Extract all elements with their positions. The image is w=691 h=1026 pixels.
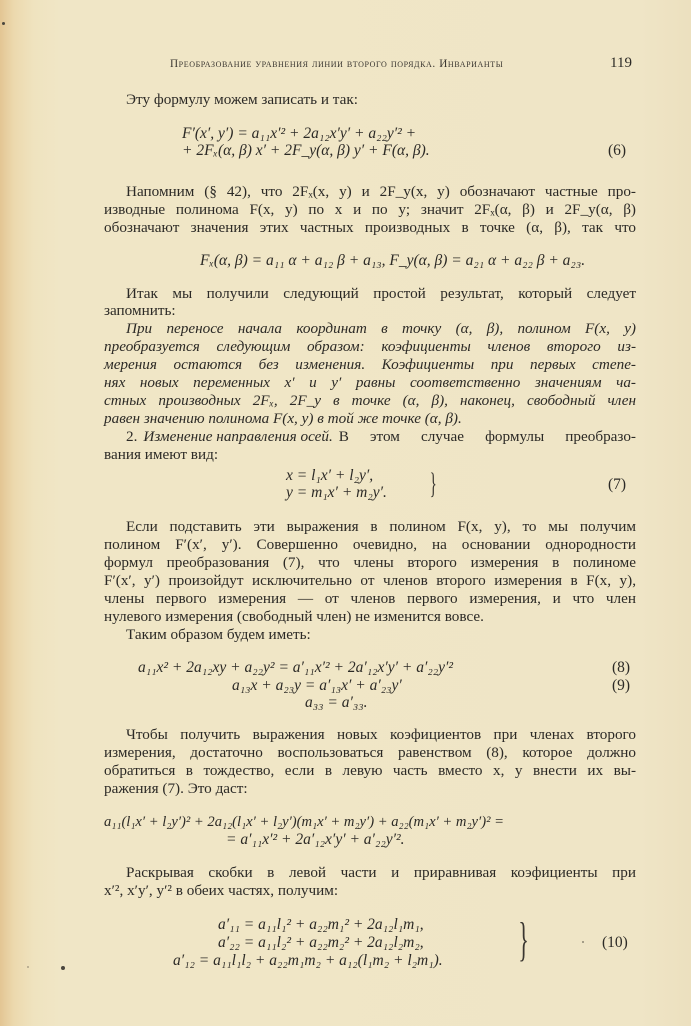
- paragraph-substitution-line: члены первого измерения — от членов первого измерения, и что член: [104, 590, 636, 607]
- paragraph-expanding-line: Раскрывая скобки в левой части и приравнивая коэфициенты при: [126, 864, 636, 881]
- page-number: 119: [610, 55, 632, 71]
- paragraph-substitution-line: Если подставить эти выражения в полином F(x, y), то мы получим: [126, 518, 636, 535]
- section-intro-text: вания имеют вид:: [104, 446, 219, 463]
- equation-9-constant: a₃₃ = a′₃₃.: [305, 694, 368, 711]
- paper-speck: [2, 22, 5, 25]
- paragraph-substitution-line: полином F′(x′, y′). Совершенно очевидно, на основании однородности: [104, 536, 636, 553]
- equation-7-line-1: x = l₁x′ + l₂y′,: [286, 467, 374, 484]
- running-header: Преобразование уравнения линии второго порядка. Инварианты: [170, 58, 504, 70]
- theorem-line: стных производных 2Fₓ, 2F_y в точке (α, β), наконец, свободный член: [104, 392, 636, 409]
- equation-number-10: (10): [602, 934, 628, 951]
- equation-8: a₁₁x² + 2a₁₂xy + a₂₂y² = a′₁₁x′² + 2a′₁₂x′y′ + a′₂₂y′²: [138, 659, 454, 676]
- equation-9: a₁₃x + a₂₃y = a′₁₃x′ + a′₂₃y′: [232, 677, 402, 694]
- paper-speck: [61, 966, 65, 970]
- right-brace: }: [518, 913, 529, 966]
- paragraph-recall-line: изводные полинома F(x, y) по x и по y; значит 2Fₓ(α, β) и 2F_y(α, β): [104, 201, 636, 218]
- equation-10-line-2: a′₂₂ = a₁₁l₂² + a₂₂m₂² + 2a₁₂l₂m₂,: [218, 934, 424, 951]
- theorem-line: мерения остаются без изменения. Коэфициенты при первых степе-: [104, 356, 636, 373]
- paragraph-result-line: Итак мы получили следующий простой результат, который следует: [126, 285, 636, 302]
- paragraph-substitution-line: нулевого измерения (свободный член) не изменится вовсе.: [104, 608, 484, 625]
- paragraph-coefficients-line: ражения (7). Это даст:: [104, 780, 248, 797]
- equation-number-7: (7): [608, 476, 627, 493]
- equation-10-line-3: a′₁₂ = a₁₁l₁l₂ + a₂₂m₁m₂ + a₁₂(l₁m₂ + l₂m₁).: [173, 952, 443, 969]
- paragraph-intro: Эту формулу можем записать и так:: [126, 91, 358, 108]
- paragraph-coefficients-line: обратиться в тождество, если в левую часть вместо x, y внести их вы-: [104, 762, 636, 779]
- equation-number-9: (9): [612, 677, 631, 694]
- equation-number-6: (6): [608, 142, 627, 159]
- section-2-heading-line: [126, 428, 636, 446]
- equation-substitution-line-1: a₁₁(l₁x′ + l₂y′)² + 2a₁₂(l₁x′ + l₂y′)(m₁x′ + m₂y′) + a₂₂(m₁x′ + m₂y′)² =: [104, 814, 504, 830]
- paragraph-coefficients-line: Чтобы получить выражения новых коэфициентов при членах второго: [126, 726, 636, 743]
- theorem-line: равен значению полинома F(x, y) в той же точке (α, β).: [104, 410, 462, 427]
- equation-partials: Fₓ(α, β) = a₁₁ α + a₁₂ β + a₁₃, F_y(α, β) = a₂₁ α + a₂₂ β + a₂₃.: [200, 252, 586, 269]
- equation-substitution-line-2: = a′₁₁x′² + 2a′₁₂x′y′ + a′₂₂y′².: [226, 831, 405, 848]
- paragraph-expanding-line: x′², x′y′, y′² в обеих частях, получим:: [104, 882, 339, 899]
- paper-speck: [27, 966, 29, 968]
- paragraph-substitution-line: формул преобразования (7), что члены второго измерения в полиноме: [104, 554, 636, 571]
- equation-6-line-2: + 2Fₓ(α, β) x′ + 2F_y(α, β) y′ + F(α, β).: [182, 142, 430, 159]
- paper-speck: [582, 941, 584, 943]
- section-title: Изменение направления осей.: [143, 428, 333, 445]
- equation-7-line-2: y = m₁x′ + m₂y′.: [286, 484, 387, 501]
- paragraph-recall-line: Напомним (§ 42), что 2Fₓ(x, y) и 2F_y(x, y) обозначают частные про-: [126, 183, 636, 200]
- equation-10-line-1: a′₁₁ = a₁₁l₁² + a₂₂m₁² + 2a₁₂l₁m₁,: [218, 916, 424, 933]
- theorem-line: При переносе начала координат в точку (α, β), полином F(x, y): [126, 320, 636, 337]
- paragraph-result-line: запомнить:: [104, 302, 176, 319]
- paragraph-recall-line: обозначают значения этих частных производных в точке (α, β), так что: [104, 219, 636, 236]
- section-intro-text: В этом случае формулы преобразо-: [338, 428, 636, 445]
- equation-number-8: (8): [612, 659, 631, 676]
- theorem-line: нях новых переменных x′ и y′ равны соответственно значениям ча-: [104, 374, 636, 391]
- section-number: 2.: [126, 428, 138, 445]
- right-brace: }: [429, 467, 437, 500]
- equation-6-line-1: F′(x′, y′) = a₁₁x′² + 2a₁₂x′y′ + a₂₂y′² +: [182, 125, 417, 142]
- paragraph-thus: Таким образом будем иметь:: [126, 626, 311, 643]
- theorem-line: преобразуется следующим образом: коэфициенты членов второго из-: [104, 338, 636, 355]
- paragraph-coefficients-line: измерения, достаточно воспользоваться равенством (8), которое должно: [104, 744, 636, 761]
- paragraph-substitution-line: F′(x′, y′) произойдут исключительно от членов второго измерения в F(x, y),: [104, 572, 636, 589]
